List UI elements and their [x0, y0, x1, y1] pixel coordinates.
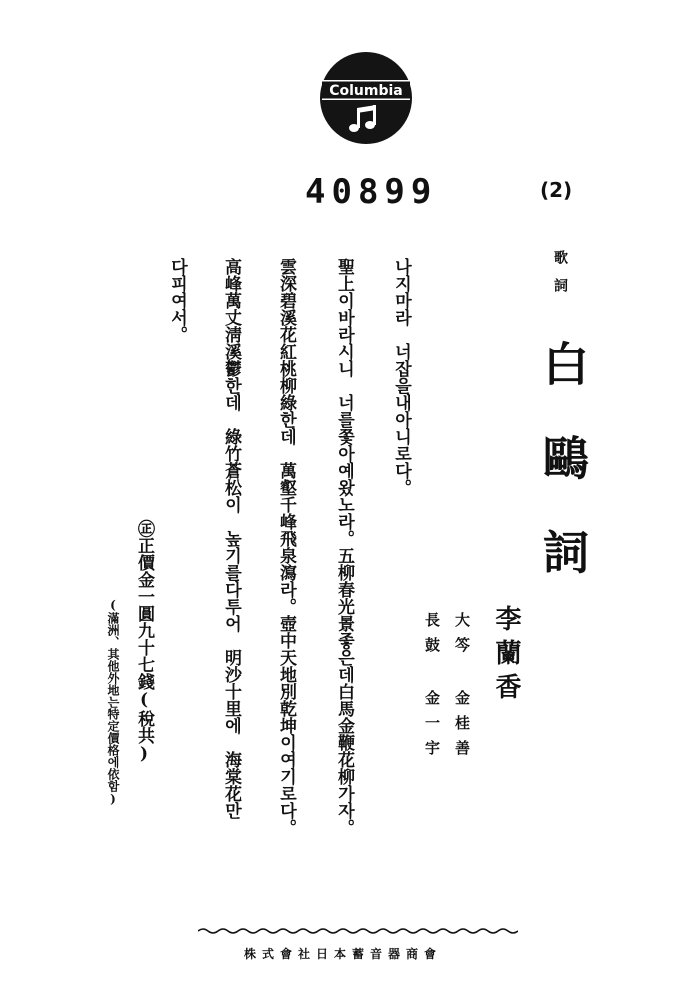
columbia-logo — [318, 50, 414, 146]
lyric-line-3: 雲深碧溪花紅桃柳綠한데 萬壑千峰飛泉瀉라。壺中天地別乾坤이여기로다。 — [276, 258, 296, 836]
song-title: 白鷗詞 — [536, 340, 590, 622]
columbia-logo-icon — [318, 50, 414, 146]
singer-name: 李蘭香 — [491, 605, 521, 707]
lyric-line-1: 나지마라 너잡을내아니로다。 — [391, 258, 411, 496]
record-number: 40899 — [305, 172, 438, 212]
accompanist-daegeum: 大笒 金桂善 — [453, 612, 471, 765]
company-name: 株式會社日本蓄音器商會 — [244, 947, 443, 961]
price-label: ㊣正價金一圓九十七錢(稅共) — [134, 520, 154, 764]
price-note: (滿洲、其他外地는特定價格에依함) — [106, 598, 120, 806]
lyric-line-5: 다피여서。 — [167, 258, 187, 343]
lyric-line-2: 聖上이바라시니 너를쫓아예왔노라。五柳春光景좋은데白馬金鞭花柳가자。 — [334, 258, 354, 836]
side-number: (2) — [540, 178, 573, 202]
lyric-line-4: 高峰萬丈淸溪鬱한데 綠竹蒼松이 높기를다투어 明沙十里에 海棠花만 — [221, 258, 241, 819]
genre-label: 歌詞 — [552, 250, 568, 306]
accompanist-janggo: 長鼓 金一宇 — [423, 612, 441, 765]
logo-text: Columbia — [329, 83, 403, 99]
wavy-divider — [198, 920, 518, 928]
